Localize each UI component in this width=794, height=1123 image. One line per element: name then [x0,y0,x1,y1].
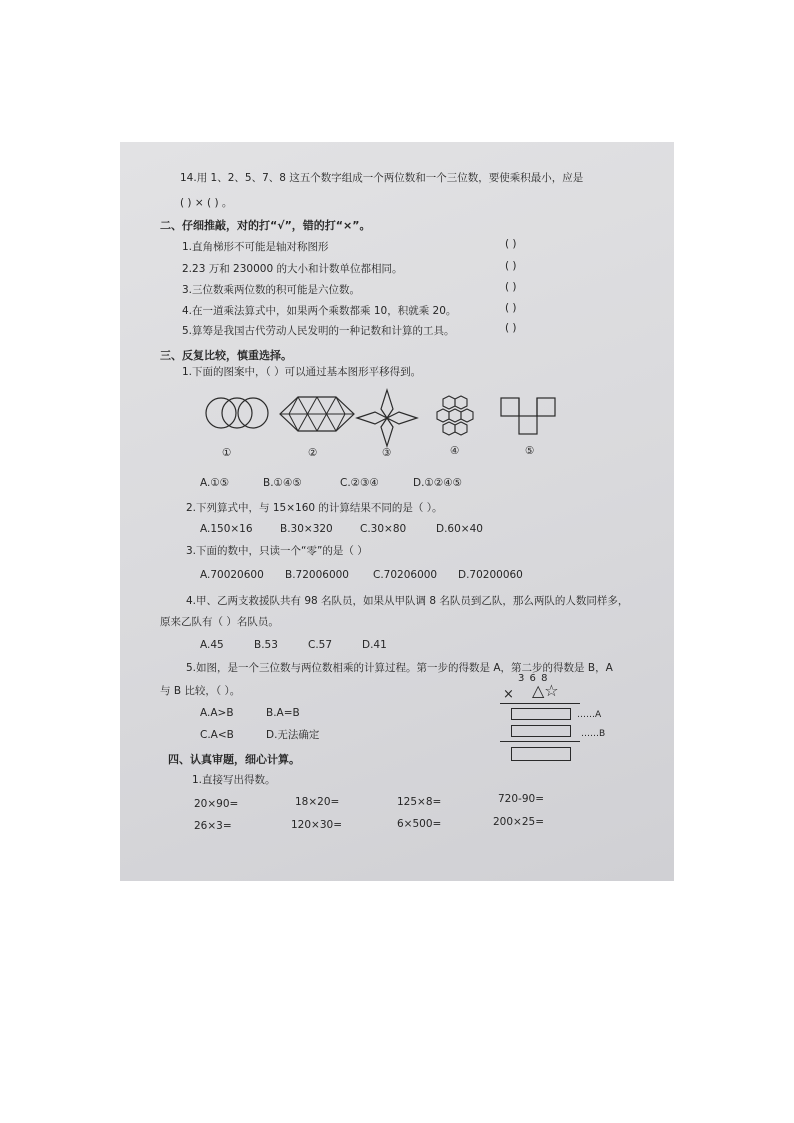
q14-line2: ( ) × ( ) 。 [180,197,233,209]
figure-petal-star [356,389,418,447]
s3-q5-option-a: A.A>B [200,707,234,719]
s3-q3-option-d: D.70200060 [458,569,523,581]
s3-q2-stem: 2.下列算式中，与 15×160 的计算结果不同的是（ ）。 [186,502,443,514]
s3-q3-option-c: C.70206000 [373,569,438,581]
s3-q1-stem: 1.下面的图案中，（ ）可以通过基本图形平移得到。 [182,366,422,378]
section3-title: 三、反复比较，慎重选择。 [160,349,292,362]
s3-q3-stem: 3.下面的数中，只读一个“零”的是（ ） [186,545,368,557]
figure-label-5: ⑤ [525,445,535,457]
s3-q5-option-b: B.A=B [266,707,300,719]
judge-paren-3: ( ) [505,281,517,293]
partial-product-b-box [511,725,571,737]
s3-q2-option-d: D.60×40 [436,523,483,535]
s3-q4-line2: 原来乙队有（ ）名队员。 [160,616,279,628]
s3-q1-option-d: D.①②④⑤ [413,477,463,489]
figure-label-1: ① [222,447,232,459]
judge-item-2: 2.23 万和 230000 的大小和计数单位都相同。 [182,263,403,275]
section4-title: 四、认真审题，细心计算。 [168,753,300,766]
calc-2: 18×20= [295,796,340,808]
calc-6: 120×30= [291,819,342,831]
figure-honeycomb [432,395,478,437]
label-b: ……B [581,729,606,739]
figure-triangles-hexagon [279,396,355,432]
figure-label-4: ④ [450,445,460,457]
s3-q2-option-a: A.150×16 [200,523,253,535]
figure-label-3: ③ [382,447,392,459]
s3-q4-option-a: A.45 [200,639,224,651]
judge-paren-5: ( ) [505,322,517,334]
judge-paren-2: ( ) [505,260,517,272]
s3-q4-option-d: D.41 [362,639,387,651]
multiplicand-digits: 3 6 8 [518,673,549,684]
s3-q5-option-c: C.A<B [200,729,234,741]
s3-q5-option-d: D.无法确定 [266,729,320,741]
calc-7: 6×500= [397,818,442,830]
calc-5: 26×3= [194,820,232,832]
s3-q1-option-b: B.①④⑤ [263,477,302,489]
s3-q3-option-a: A.70020600 [200,569,264,581]
s4-q1-stem: 1.直接写出得数。 [192,774,276,786]
s3-q2-option-b: B.30×320 [280,523,333,535]
final-product-box [511,747,571,761]
s3-q4-option-b: B.53 [254,639,278,651]
figure-label-2: ② [308,447,318,459]
s3-q1-option-a: A.①⑤ [200,477,230,489]
calc-4: 720-90= [498,793,544,805]
judge-item-1: 1.直角梯形不可能是轴对称图形 [182,241,329,253]
product-line-top [500,703,580,704]
judge-item-3: 3.三位数乘两位数的积可能是六位数。 [182,284,361,296]
times-sign: × [503,687,514,702]
judge-paren-1: ( ) [505,238,517,250]
s3-q2-option-c: C.30×80 [360,523,407,535]
q14-line1: 14.用 1、2、5、7、8 这五个数字组成一个两位数和一个三位数，要使乘积最小，应是 [180,172,584,184]
figure-squares [500,397,558,435]
s3-q5-line1: 5.如图，是一个三位数与两位数相乘的计算过程。第一步的得数是 A，第二步的得数是 B，A [186,662,613,674]
judge-item-4: 4.在一道乘法算式中，如果两个乘数都乘 10，积就乘 20。 [182,305,457,317]
calc-8: 200×25= [493,816,544,828]
s3-q3-option-b: B.72006000 [285,569,349,581]
label-a: ……A [577,710,602,720]
calc-3: 125×8= [397,796,442,808]
section2-title: 二、仔细推敲，对的打“√”，错的打“×”。 [160,219,371,232]
s3-q4-option-c: C.57 [308,639,333,651]
product-line-bottom [500,741,580,742]
s3-q1-option-c: C.②③④ [340,477,379,489]
judge-item-5: 5.算筹是我国古代劳动人民发明的一种记数和计算的工具。 [182,325,455,337]
figure-circles [204,396,270,430]
judge-paren-4: ( ) [505,302,517,314]
calc-1: 20×90= [194,798,239,810]
s3-q5-line2: 与 B 比较，（ ）。 [160,685,241,697]
s3-q4-line1: 4.甲、乙两支救援队共有 98 名队员，如果从甲队调 8 名队员到乙队，那么两队的人数同样多， [186,595,629,607]
exam-paper-photo [120,142,674,881]
multiplier-symbols: △☆ [532,681,559,700]
partial-product-a-box [511,708,571,720]
